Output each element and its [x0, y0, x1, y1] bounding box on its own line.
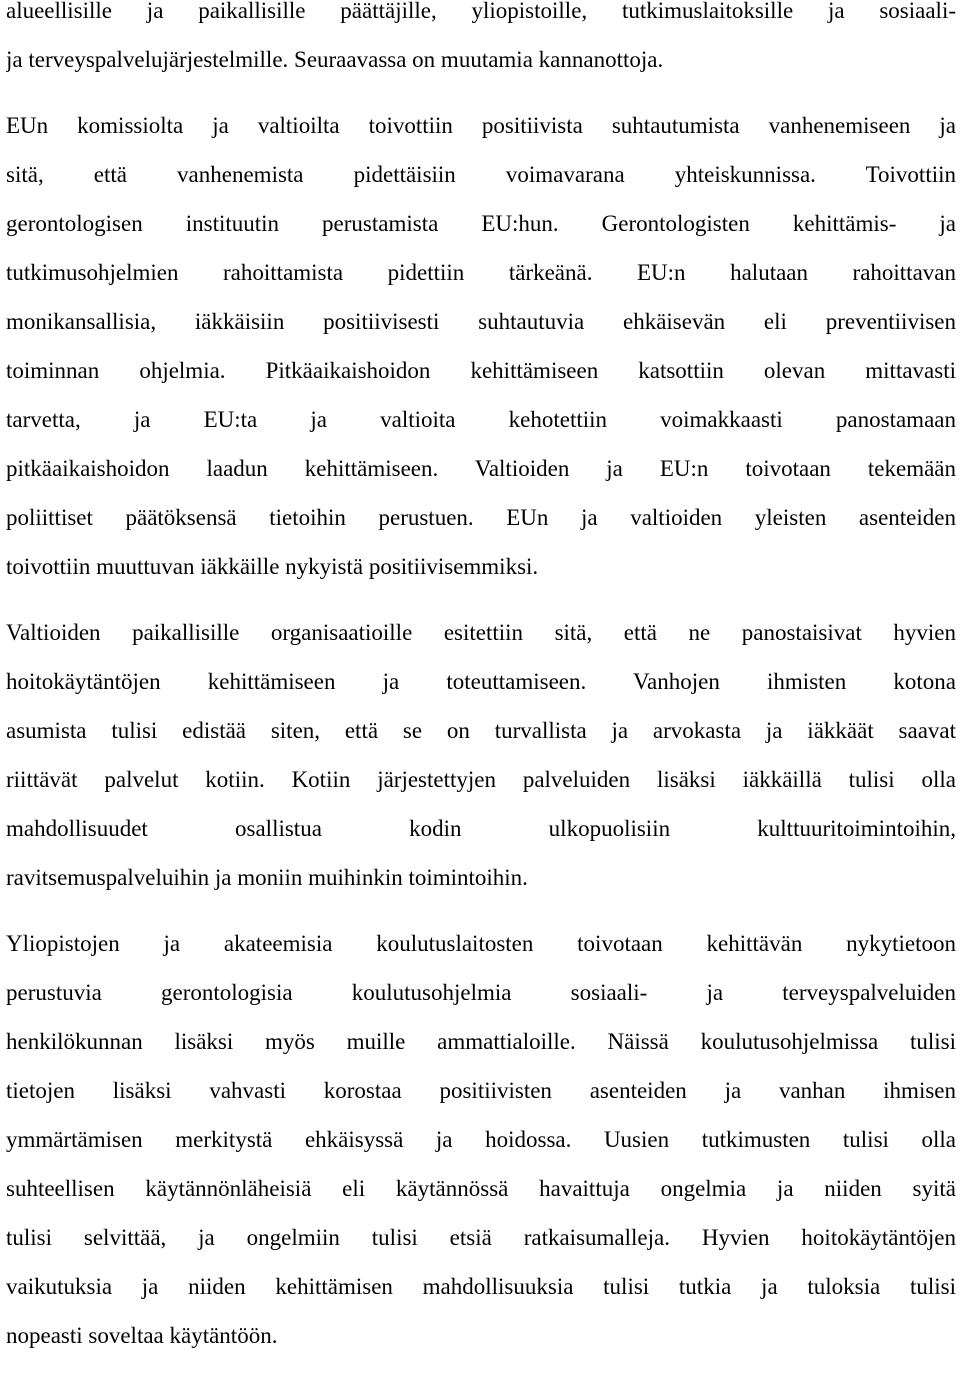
text-line: pitkäaikaishoidon laadun kehittämiseen. Valtioiden ja EU:n toivotaan tekemään: [6, 456, 956, 481]
text-line: hoitokäytäntöjen kehittämiseen ja toteuttamiseen. Vanhojen ihmisten kotona: [6, 669, 956, 694]
text-line: gerontologisen instituutin perustamista EU:hun. Gerontologisten kehittämis- ja: [6, 211, 956, 236]
text-line: monikansallisia, iäkkäisiin positiivisesti suhtautuvia ehkäisevän eli preventiivisen: [6, 309, 956, 334]
text-line: tutkimusohjelmien rahoittamista pidettiin tärkeänä. EU:n halutaan rahoittavan: [6, 260, 956, 285]
document-page: [6, 0, 956, 1360]
paragraph-eu-recommendations: [6, 101, 956, 591]
text-line: Yliopistojen ja akateemisia koulutuslaitosten toivotaan kehittävän nykytietoon: [6, 931, 956, 956]
paragraph-universities: [6, 919, 956, 1360]
text-line: henkilökunnan lisäksi myös muille ammattialoille. Näissä koulutusohjelmissa tulisi: [6, 1029, 956, 1054]
text-line: tulisi selvittää, ja ongelmiin tulisi etsiä ratkaisumalleja. Hyvien hoitokäytäntöjen: [6, 1225, 956, 1250]
text-line: poliittiset päätöksensä tietoihin perustuen. EUn ja valtioiden yleisten asenteiden: [6, 505, 956, 530]
text-line: sitä, että vanhenemista pidettäisiin voimavarana yhteiskunnissa. Toivottiin: [6, 162, 956, 187]
text-line: Valtioiden paikallisille organisaatioille esitettiin sitä, että ne panostaisivat hyvien: [6, 620, 956, 645]
text-line: tietojen lisäksi vahvasti korostaa positiivisten asenteiden ja vanhan ihmisen: [6, 1078, 956, 1103]
text-line: ja terveyspalvelujärjestelmille. Seuraavassa on muutamia kannanottoja.: [6, 47, 664, 72]
text-line: riittävät palvelut kotiin. Kotiin järjestettyjen palveluiden lisäksi iäkkäillä tulisi olla: [6, 767, 956, 792]
text-line: vaikutuksia ja niiden kehittämisen mahdollisuuksia tulisi tutkia ja tuloksia tulisi: [6, 1274, 956, 1299]
paragraph-continuation: [6, 0, 956, 84]
text-line: mahdollisuudet osallistua kodin ulkopuolisiin kulttuuritoimintoihin,: [6, 816, 956, 841]
text-line: EUn komissiolta ja valtioilta toivottiin positiivista suhtautumista vanhenemiseen ja: [6, 113, 956, 138]
text-line: alueellisille ja paikallisille päättäjille, yliopistoille, tutkimuslaitoksille ja sosiaali-: [6, 0, 956, 23]
text-line: perustuvia gerontologisia koulutusohjelmia sosiaali- ja terveyspalveluiden: [6, 980, 956, 1005]
text-line: suhteellisen käytännönläheisiä eli käytännössä havaittuja ongelmia ja niiden syitä: [6, 1176, 956, 1201]
text-line: nopeasti soveltaa käytäntöön.: [6, 1323, 278, 1348]
text-line: asumista tulisi edistää siten, että se on turvallista ja arvokasta ja iäkkäät saavat: [6, 718, 956, 743]
text-line: toiminnan ohjelmia. Pitkäaikaishoidon kehittämiseen katsottiin olevan mittavasti: [6, 358, 956, 383]
text-line: ymmärtämisen merkitystä ehkäisyssä ja hoidossa. Uusien tutkimusten tulisi olla: [6, 1127, 956, 1152]
paragraph-local-organisations: [6, 608, 956, 902]
text-line: ravitsemuspalveluihin ja moniin muihinkin toimintoihin.: [6, 865, 528, 890]
text-line: tarvetta, ja EU:ta ja valtioita kehotettiin voimakkaasti panostamaan: [6, 407, 956, 432]
text-line: toivottiin muuttuvan iäkkäille nykyistä positiivisemmiksi.: [6, 554, 539, 579]
